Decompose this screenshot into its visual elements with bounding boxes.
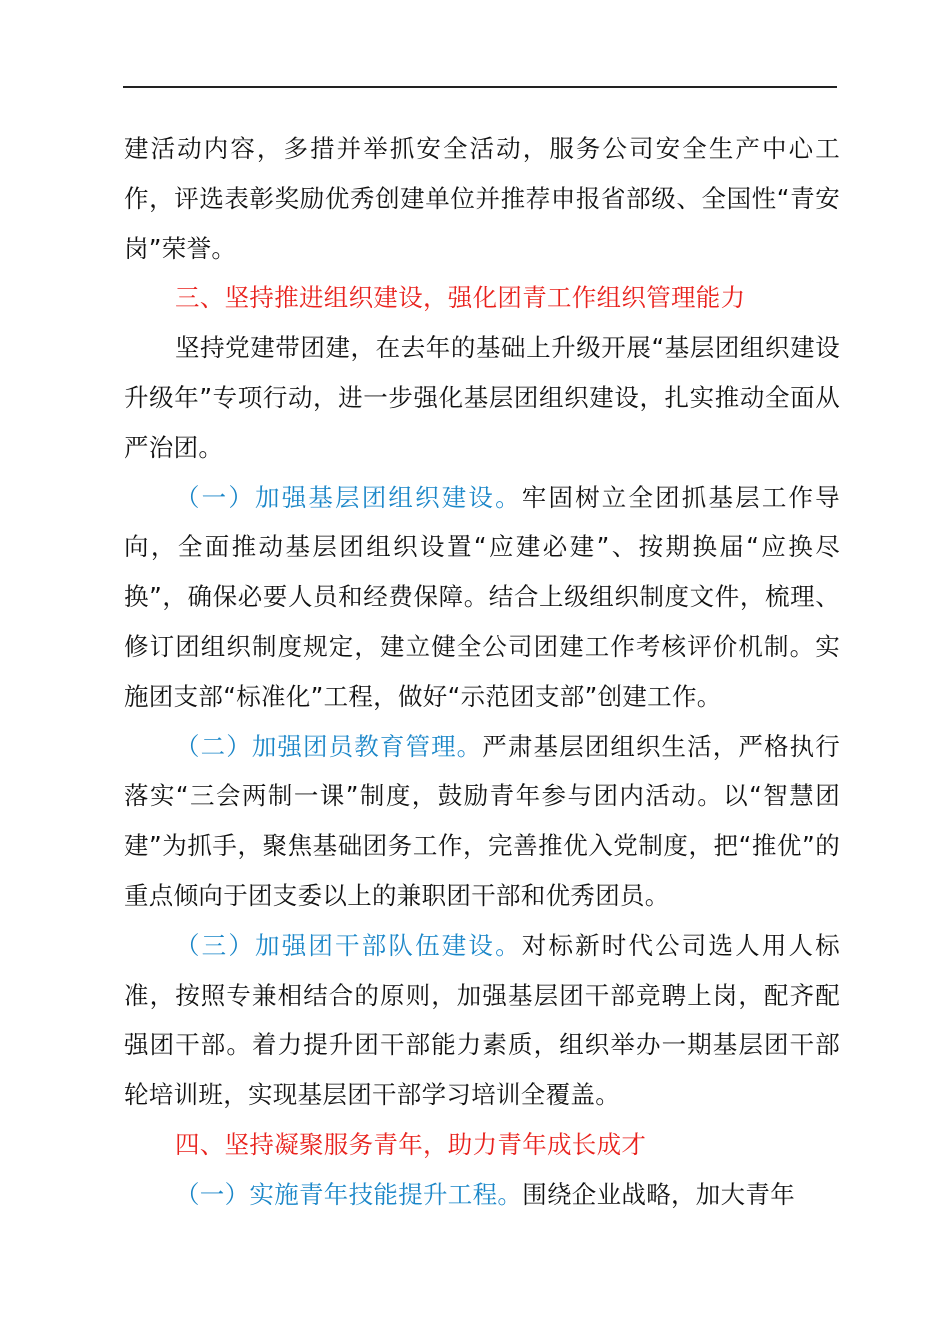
item-3-1-body: 牢固树立全团抓基层工作导向，全面推动基层团组织设置“应建必建”、按期换届“应换尽换”，确保必要人员和经费保障。结合上级组织制度文件，梳理、修订团组织制度规定，建立健全公司团建工作考核评价机制。实施团支部“标准化”工程，做好“示范团支部”创建工作。 [124, 482, 840, 711]
subheading-3-1: （一）加强基层团组织建设。 [175, 482, 522, 512]
section-heading-4: 四、坚持凝聚服务青年，助力青年成长成才 [175, 1129, 647, 1159]
paragraph-continuation: 建活动内容，多措并举抓安全活动，服务公司安全生产中心工作，评选表彰奖励优秀创建单位并推荐申报省部级、全国性“青安岗”荣誉。 [124, 134, 840, 263]
item-3-2-body: 严肃基层团组织生活，严格执行落实“三会两制一课”制度，鼓励青年参与团内活动。以“智慧团建”为抓手，聚焦基础团务工作，完善推优入党制度，把“推优”的重点倾向于团支委以上的兼职团干部和优秀团员。 [124, 731, 840, 910]
document-body [124, 124, 840, 1220]
subheading-3-3: （三）加强团干部队伍建设。 [175, 930, 522, 960]
item-4-1-body: 围绕企业战略，加大青年 [522, 1179, 796, 1209]
subheading-3-2: （二）加强团员教育管理。 [175, 731, 483, 761]
section-heading-3: 三、坚持推进组织建设，强化团青工作组织管理能力 [175, 283, 746, 313]
header-rule [123, 86, 837, 88]
paragraph-item-3-3 [124, 921, 840, 1120]
paragraph-section3-intro: 坚持党建带团建，在去年的基础上升级开展“基层团组织建设升级年”专项行动，进一步强化基层团组织建设，扎实推动全面从严治团。 [124, 333, 840, 462]
paragraph-item-3-2 [124, 722, 840, 921]
paragraph-item-4-1 [124, 1170, 840, 1220]
paragraph-item-3-1 [124, 473, 840, 722]
item-3-3-body: 对标新时代公司选人用人标准，按照专兼相结合的原则，加强基层团干部竞聘上岗，配齐配强团干部。着力提升团干部能力素质，组织举办一期基层团干部轮培训班，实现基层团干部学习培训全覆盖。 [124, 930, 840, 1110]
subheading-4-1: （一）实施青年技能提升工程。 [175, 1179, 523, 1209]
